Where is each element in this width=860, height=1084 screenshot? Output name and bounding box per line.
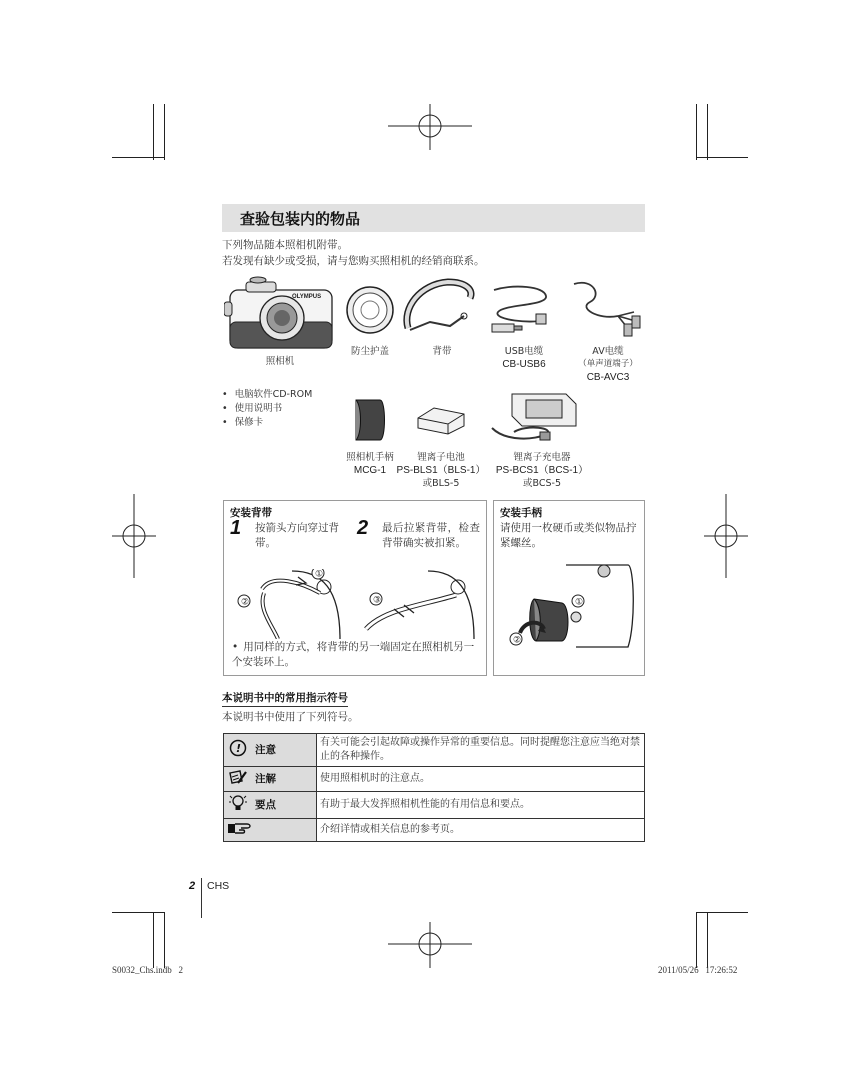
step-1-number: 1 — [230, 517, 242, 539]
av-model: CB-AVC3 — [586, 372, 630, 383]
step-1-text: 按箭头方向穿过背带。 — [255, 522, 339, 549]
grip-model: MCG-1 — [353, 465, 387, 476]
battery-name: 锂离子电池 — [417, 452, 465, 463]
callout-2: ② — [241, 597, 250, 608]
symbol-cell — [224, 734, 317, 767]
grip-attach-diagram — [506, 563, 638, 667]
charger-alt: 或BCS-5 — [523, 478, 561, 489]
grip-box-text: 请使用一枚硬币或类似物品拧紧螺丝。 — [500, 522, 637, 549]
caption-strap: 背带 — [432, 346, 452, 357]
usb-model: CB-USB6 — [502, 359, 546, 370]
strap-note-text: 用同样的方式，将背带的另一端固定在照相机另一个安装环上。 — [232, 641, 475, 668]
strap-illustration — [400, 278, 478, 342]
table-row — [224, 767, 645, 792]
usb-name: USB电缆 — [504, 346, 544, 357]
strap-attach-box — [223, 500, 487, 676]
symbol-desc: 使用照相机时的注意点。 — [317, 767, 645, 792]
note-icon — [227, 769, 249, 789]
symbol-cell — [224, 767, 317, 792]
symbol-label: 要点 — [255, 799, 276, 811]
svg-text:OLYMPUS: OLYMPUS — [292, 294, 322, 300]
charger-illustration — [486, 388, 582, 446]
table-row — [224, 819, 645, 842]
table-row — [224, 734, 645, 767]
av-cable-illustration — [568, 276, 644, 342]
grip-callout-2: ② — [513, 635, 522, 646]
print-timestamp: 2011/05/26 17:26:52 — [658, 965, 738, 975]
caption-grip — [340, 451, 400, 477]
battery-alt: 或BLS-5 — [422, 478, 460, 489]
symbol-cell — [224, 819, 317, 842]
registration-mark-bottom — [388, 922, 472, 968]
accessory-list — [222, 388, 312, 430]
page-number-divider — [201, 878, 202, 918]
registration-mark-top — [388, 104, 472, 150]
intro-line-1: 下列物品随本照相机附带。 — [222, 239, 348, 251]
symbol-desc: 有助于最大发挥照相机性能的有用信息和要点。 — [317, 792, 645, 819]
symbol-desc: 有关可能会引起故障或操作异常的重要信息。同时提醒您注意应当绝对禁止的各种操作。 — [317, 734, 645, 767]
table-row — [224, 792, 645, 819]
av-name: AV电缆 — [592, 346, 624, 357]
list-item: • 电脑软件CD-ROM — [222, 388, 312, 402]
list-item: • 保修卡 — [222, 416, 312, 430]
strap-step-2-diagram — [364, 569, 480, 639]
caption-av — [570, 345, 646, 384]
battery-model: PS-BLS1（BLS-1） — [396, 465, 486, 476]
battery-illustration — [414, 404, 468, 438]
caption-body-cap: 防尘护盖 — [350, 346, 389, 357]
charger-name: 锂离子充电器 — [513, 452, 571, 463]
symbols-subtitle: 本说明书中使用了下列符号。 — [222, 711, 359, 723]
caption-charger — [490, 451, 594, 490]
usb-cable-illustration — [484, 280, 560, 342]
symbol-desc: 介绍详情或相关信息的参考页。 — [317, 819, 645, 842]
registration-mark-right — [704, 494, 748, 578]
grip-name: 照相机手柄 — [346, 452, 394, 463]
callout-3: ③ — [373, 595, 382, 606]
symbol-label: 注意 — [255, 744, 276, 756]
section-header — [222, 204, 645, 232]
strap-step-1-diagram — [232, 569, 344, 639]
callout-1: ① — [315, 569, 324, 580]
list-item: • 使用说明书 — [222, 402, 312, 416]
body-cap-illustration — [344, 284, 396, 336]
language-code: CHS — [207, 880, 230, 892]
bullet-icon: • — [232, 641, 239, 653]
step-2-number: 2 — [357, 517, 369, 539]
symbols-table — [223, 733, 645, 842]
intro-line-2: 若发现有缺少或受损，请与您购买照相机的经销商联系。 — [222, 255, 485, 267]
caution-icon — [227, 739, 249, 761]
page-number: 2 — [189, 880, 196, 892]
symbols-heading: 本说明书中的常用指示符号 — [222, 690, 348, 707]
tips-icon — [227, 794, 249, 816]
symbol-cell — [224, 792, 317, 819]
caption-usb — [492, 345, 556, 371]
print-file-info: S0032_Chs.indb 2 — [112, 965, 184, 975]
registration-mark-left — [112, 494, 156, 578]
strap-note — [232, 640, 480, 670]
strap-box-title: 安装背带 — [230, 507, 272, 519]
charger-model: PS-BCS1（BCS-1） — [495, 465, 589, 476]
av-note: （单声道端子） — [578, 359, 638, 369]
camera-illustration — [224, 272, 338, 356]
reference-icon — [227, 821, 249, 839]
caption-battery — [396, 451, 486, 490]
caption-camera: 照相机 — [265, 356, 295, 367]
section-title: 查验包装内的物品 — [240, 210, 361, 228]
svg-text:!: ! — [236, 742, 242, 755]
grip-illustration — [350, 396, 390, 444]
grip-box-title: 安装手柄 — [500, 507, 542, 519]
grip-attach-box — [493, 500, 645, 676]
symbol-label: 注解 — [255, 773, 276, 785]
step-2-text: 最后拉紧背带，检查背带确实被扣紧。 — [382, 522, 480, 549]
grip-callout-1: ① — [575, 597, 584, 608]
